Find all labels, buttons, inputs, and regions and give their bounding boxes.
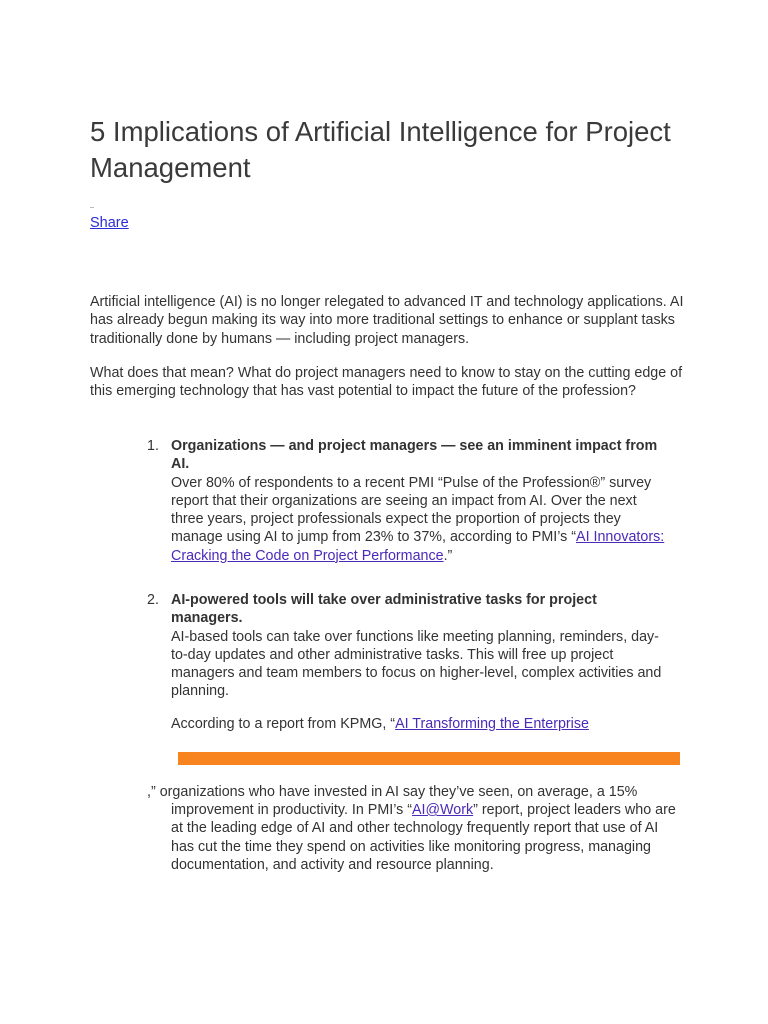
list-item-body: Over 80% of respondents to a recent PMI “Pulse of the Profession®” survey report that their organizations are seeing an impact from AI. Over the next three years, project professionals expect the proportion of projects they manage using AI to jump from 23% to 37%, according to PMI’s “ (171, 474, 652, 546)
continuation-rest: ” report, project leaders who are at the leading edge of AI and other technology frequently report that use of AI has cut the time they spend on activities like monitoring progress, managing documentation, and activity and resource planning. (171, 802, 676, 873)
kpmg-line (171, 715, 671, 733)
report-link[interactable]: AI Innovators: Cracking the Code on Project Performance (171, 529, 665, 564)
list-item-heading: Organizations — and project managers — see an imminent impact from AI. (171, 438, 658, 473)
continuation-prefix: improvement in productivity. In PMI’s “ (171, 802, 413, 818)
intro-paragraph-2: What does that mean? What do project managers need to know to stay on the cutting edge of this emerging technology that has vast potential to impact the future of the profession? (90, 365, 683, 400)
list-item (171, 591, 671, 701)
list-number: 1. (147, 438, 159, 454)
kpmg-report-link[interactable]: AI Transforming the Enterprise (395, 716, 589, 732)
page-title: 5 Implications of Artificial Intelligence for Project Management (90, 116, 671, 183)
continuation-paragraph (171, 801, 681, 874)
list-item-heading: AI-powered tools will take over administrative tasks for project managers. (171, 592, 597, 627)
kpmg-prefix: According to a report from KPMG, “ (171, 716, 396, 732)
ai-at-work-link[interactable]: AI@Work (412, 802, 474, 818)
continuation-lead: ,” organizations who have invested in AI say they’ve seen, on average, a 15% (147, 784, 638, 800)
list-item (171, 437, 671, 565)
closing-quote: .” (443, 547, 453, 564)
share-link[interactable]: Share (90, 215, 129, 231)
list-number: 2. (147, 592, 159, 608)
list-item-body: AI-based tools can take over functions like meeting planning, reminders, day-to-day updates and other administrative tasks. This will free up project managers and team members to focus on higher-level, complex activities and planning. (171, 628, 662, 700)
divider (90, 207, 94, 208)
orange-banner-bar (178, 752, 680, 765)
intro-paragraph-1: Artificial intelligence (AI) is no longer relegated to advanced IT and technology applications. AI has already begun making its way into more traditional settings to enhance or supplant tasks traditionally done by humans — including project managers. (90, 294, 684, 347)
